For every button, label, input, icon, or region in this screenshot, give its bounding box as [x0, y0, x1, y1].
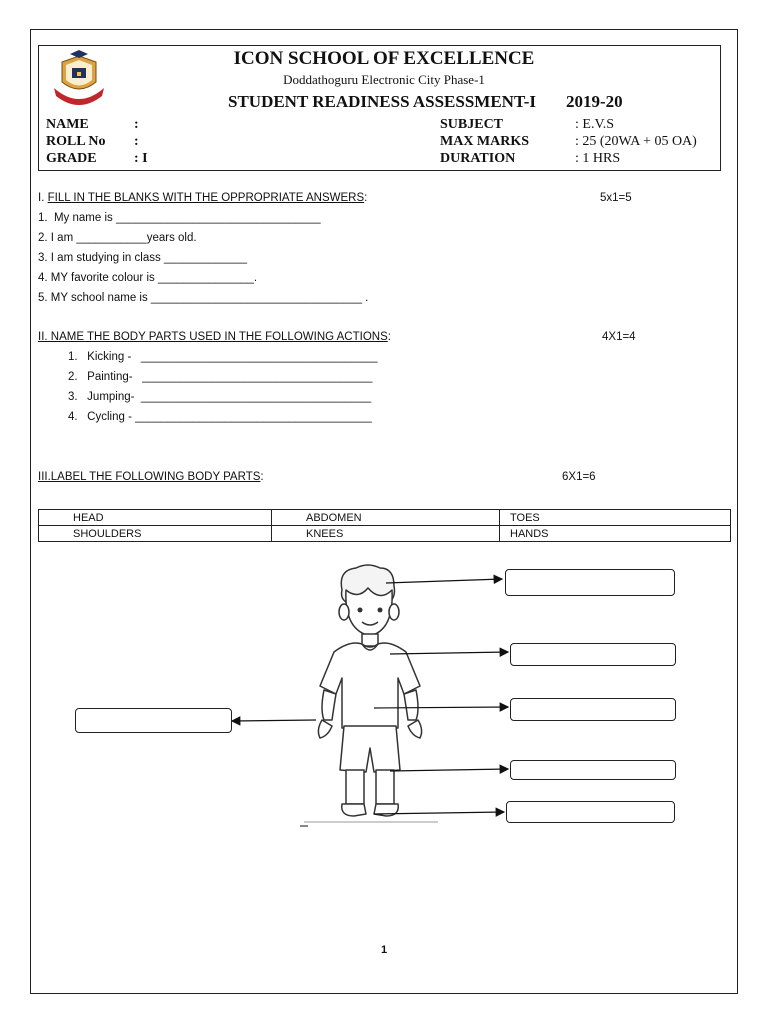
answer-box[interactable] [510, 760, 676, 780]
duration-label: DURATION [440, 151, 516, 166]
duration-value: : 1 HRS [575, 151, 621, 166]
assessment-title: STUDENT READINESS ASSESSMENT-I [228, 92, 537, 111]
roll-value: : [134, 134, 139, 149]
answer-box[interactable] [510, 698, 676, 721]
action-item: 3. Jumping- ____________________________________ [68, 391, 372, 403]
blank-item: 5. MY school name is _________________________________ . [38, 292, 369, 304]
section3-marks: 6X1=6 [562, 471, 596, 483]
section3-heading: III.LABEL THE FOLLOWING BODY PARTS: [38, 471, 264, 483]
table-cell: HANDS [500, 526, 731, 542]
answer-box[interactable] [75, 708, 232, 733]
answer-box[interactable] [510, 643, 676, 666]
section2-heading: II. NAME THE BODY PARTS USED IN THE FOLLOWING ACTIONS: [38, 331, 391, 343]
name-value: : [134, 117, 139, 132]
section1-marks: 5x1=5 [600, 192, 632, 204]
section2-title: II. NAME THE BODY PARTS USED IN THE FOLLOWING ACTIONS [38, 331, 388, 343]
max-marks-label: MAX MARKS [440, 134, 530, 149]
roll-label: ROLL No [46, 134, 106, 149]
table-cell: ABDOMEN [272, 510, 500, 526]
blank-item: 4. MY favorite colour is _______________. [38, 272, 258, 284]
blank-item: 2. I am ___________years old. [38, 232, 197, 244]
max-marks-value: : 25 (20WA + 05 OA) [575, 134, 697, 149]
section1-title: FILL IN THE BLANKS WITH THE OPPROPRIATE ANSWERS [47, 192, 365, 204]
grade-value: : I [134, 151, 148, 166]
table-cell: SHOULDERS [39, 526, 272, 542]
section1-heading: I. FILL IN THE BLANKS WITH THE OPPROPRIATE ANSWERS: [38, 192, 368, 204]
subject-label: SUBJECT [440, 117, 504, 132]
page-number: 1 [380, 944, 388, 956]
answer-box[interactable] [505, 569, 675, 596]
action-item: 2. Painting- ____________________________________ [68, 371, 373, 383]
name-label: NAME [46, 117, 89, 132]
section3-title: III.LABEL THE FOLLOWING BODY PARTS [38, 471, 261, 483]
subject-value: : E.V.S [575, 117, 615, 132]
school-address: Doddathoguru Electronic City Phase-1 [283, 72, 485, 87]
blank-item: 3. I am studying in class _____________ [38, 252, 248, 264]
grade-label: GRADE [46, 151, 97, 166]
section2-marks: 4X1=4 [602, 331, 636, 343]
table-cell: HEAD [39, 510, 272, 526]
answer-box[interactable] [506, 801, 675, 823]
school-name: ICON SCHOOL OF EXCELLENCE [233, 48, 535, 69]
action-item: 1. Kicking - _____________________________________ [68, 351, 378, 363]
section1-prefix: I. [38, 192, 48, 204]
table-cell: TOES [500, 510, 731, 526]
blank-item: 1. My name is ________________________________ [38, 212, 321, 224]
assessment-year: 2019-20 [566, 92, 623, 111]
table-cell: KNEES [272, 526, 500, 542]
action-item: 4. Cycling - _____________________________________ [68, 411, 372, 423]
